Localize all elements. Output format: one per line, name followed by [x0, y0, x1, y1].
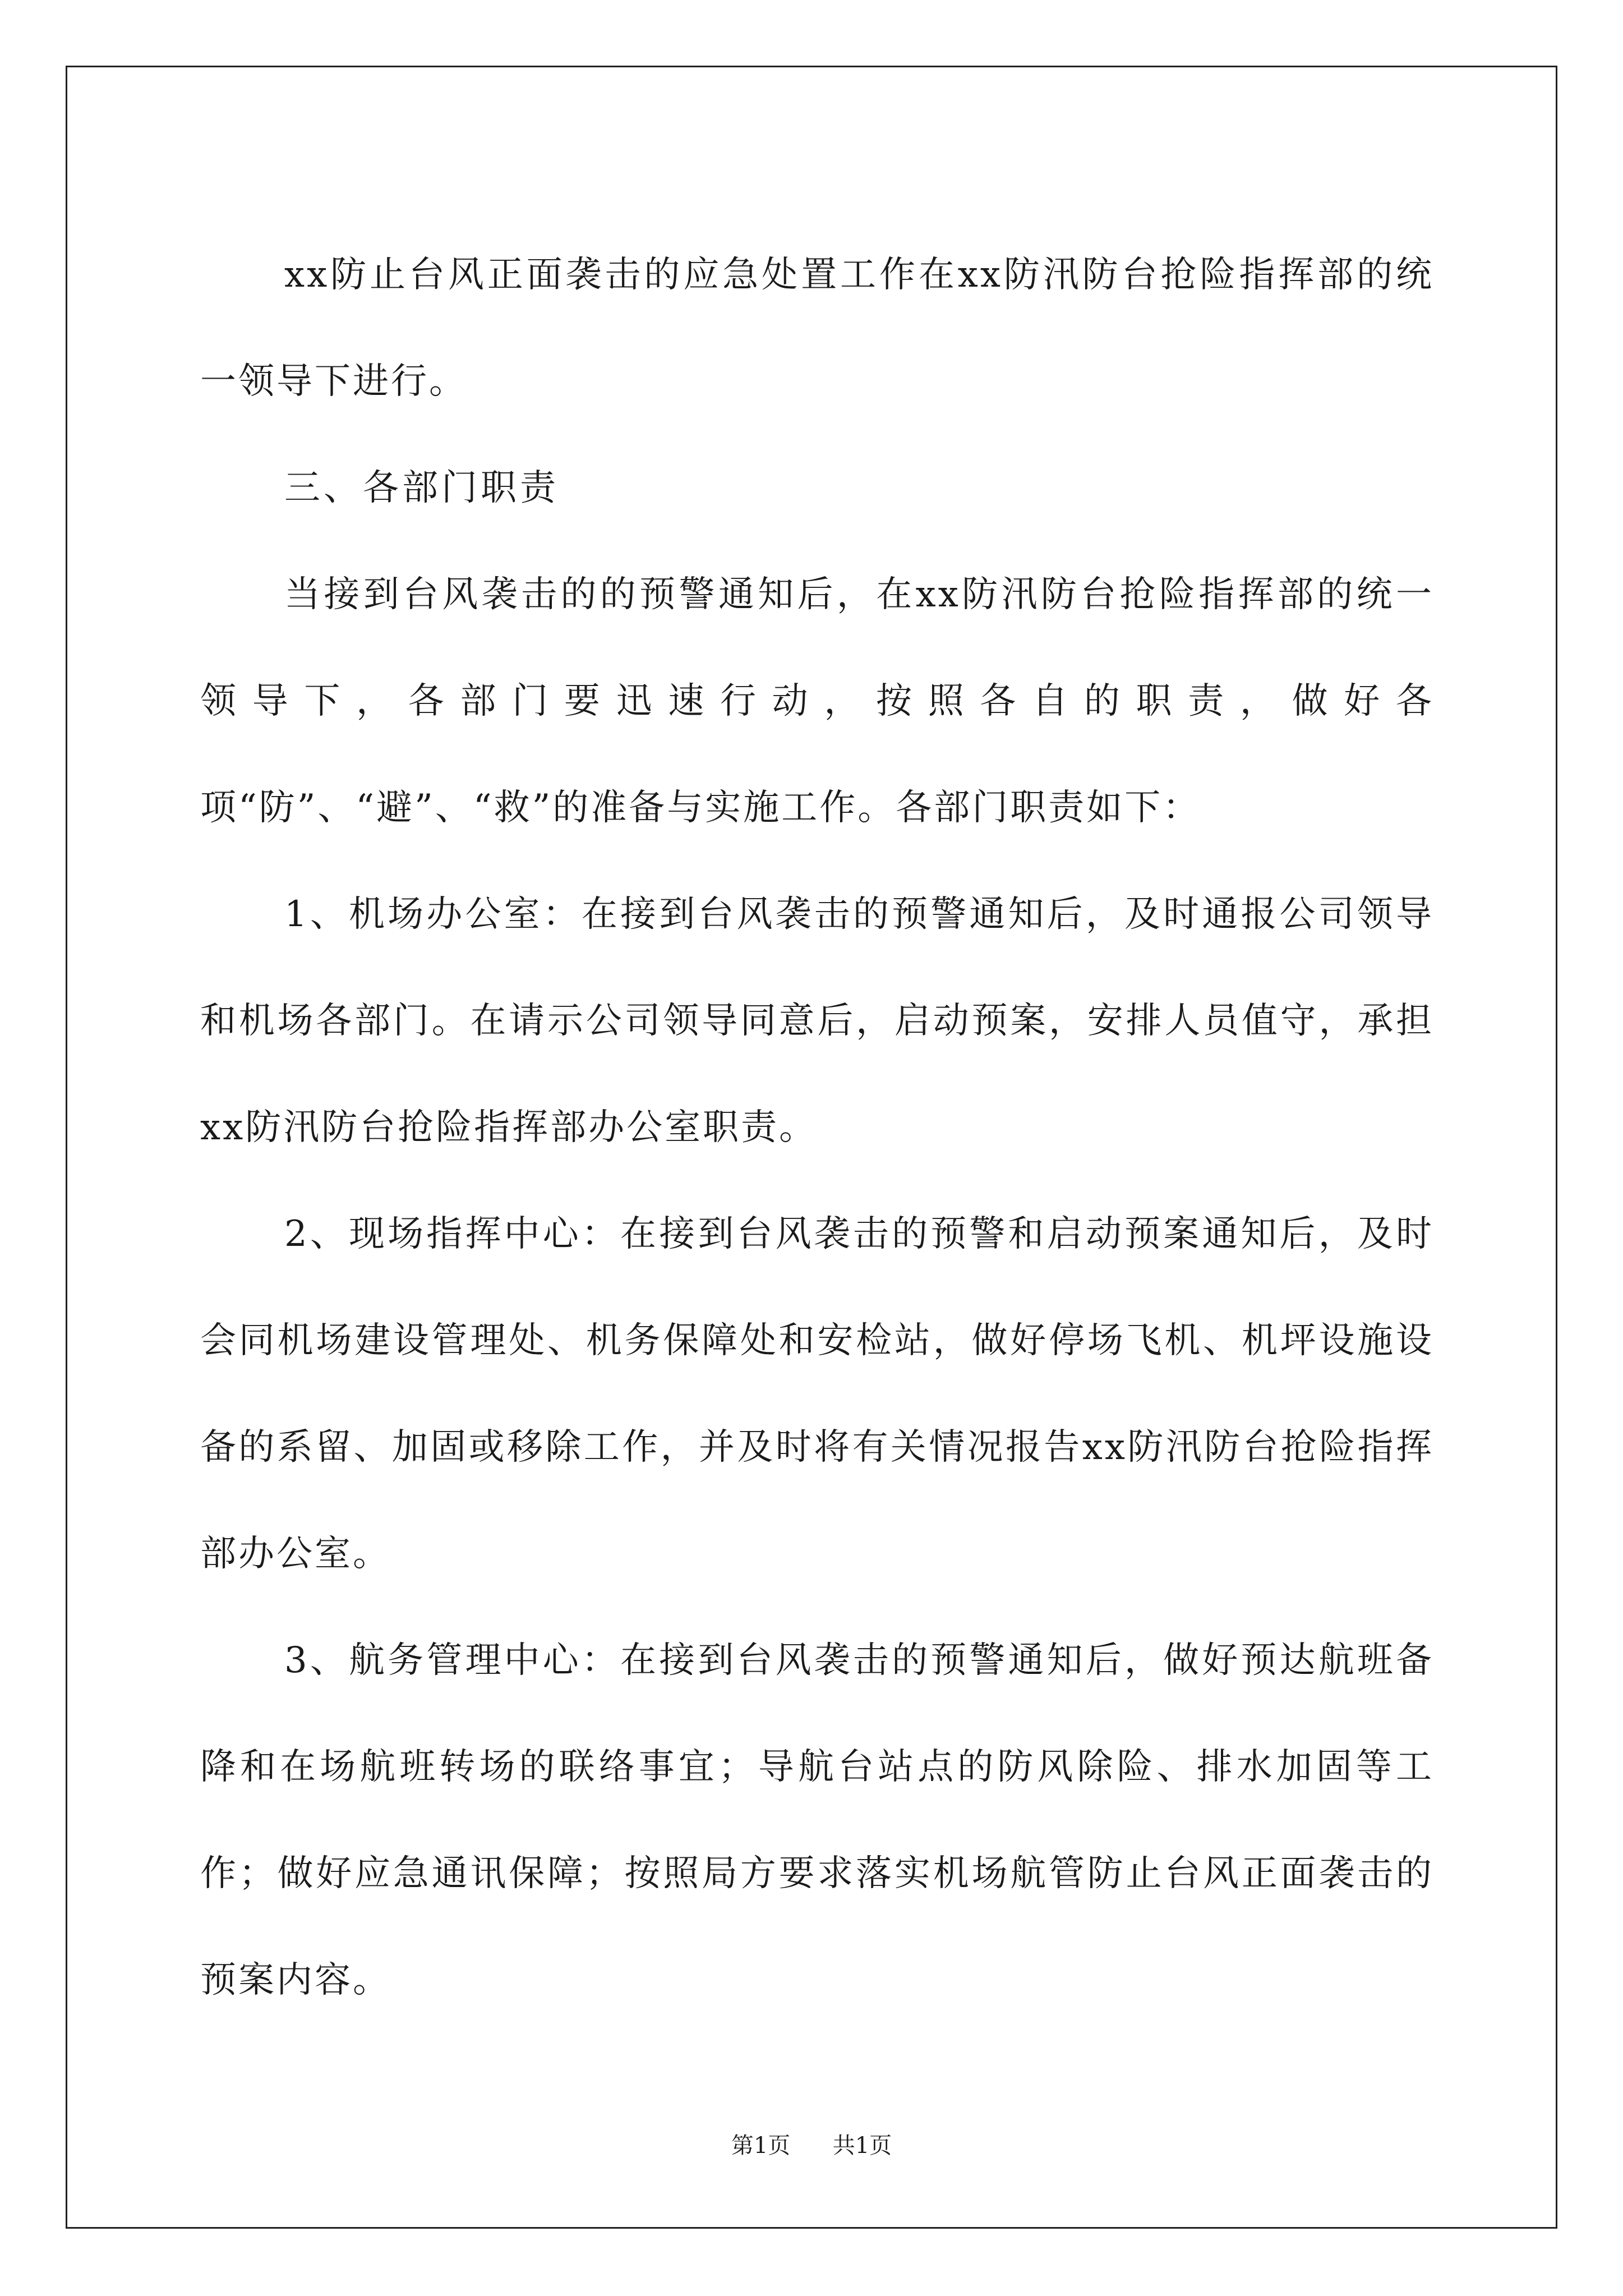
- page-number-current: 第1页: [731, 2133, 791, 2159]
- paragraph-overview: 当接到台风袭击的的预警通知后，在xx防汛防台抢险指挥部的统一领导下，各部门要迅速行动，按照各自的职责，做好各项“防”、“避”、“救”的准备与实施工作。各部门职责如下：: [200, 574, 1434, 829]
- page-footer: [0, 2132, 1623, 2160]
- section-heading: 三、各部门职责: [284, 467, 559, 509]
- paragraph-item-2: 2、现场指挥中心：在接到台风袭击的预警和启动预案通知后，及时会同机场建设管理处、机务保障处和安检站，做好停场飞机、机坪设施设备的系留、加固或移除工作，并及时将有关情况报告xx防汛防台抢险指挥部办公室。: [200, 1213, 1434, 1575]
- paragraph-item-1: 1、机场办公室：在接到台风袭击的预警通知后，及时通报公司领导和机场各部门。在请示公司领导同意后，启动预案，安排人员值守，承担xx防汛防台抢险指挥部办公室职责。: [200, 894, 1434, 1148]
- page-number-total: 共1页: [832, 2133, 892, 2159]
- paragraph-item-3: 3、航务管理中心：在接到台风袭击的预警通知后，做好预达航班备降和在场航班转场的联络事宜；导航台站点的防风除险、排水加固等工作；做好应急通讯保障；按照局方要求落实机场航管防止台风正面袭击的预案内容。: [200, 1640, 1434, 2001]
- document-body: [200, 222, 1434, 2033]
- paragraph-intro: xx防止台风正面袭击的应急处置工作在xx防汛防台抢险指挥部的统一领导下进行。: [200, 254, 1434, 402]
